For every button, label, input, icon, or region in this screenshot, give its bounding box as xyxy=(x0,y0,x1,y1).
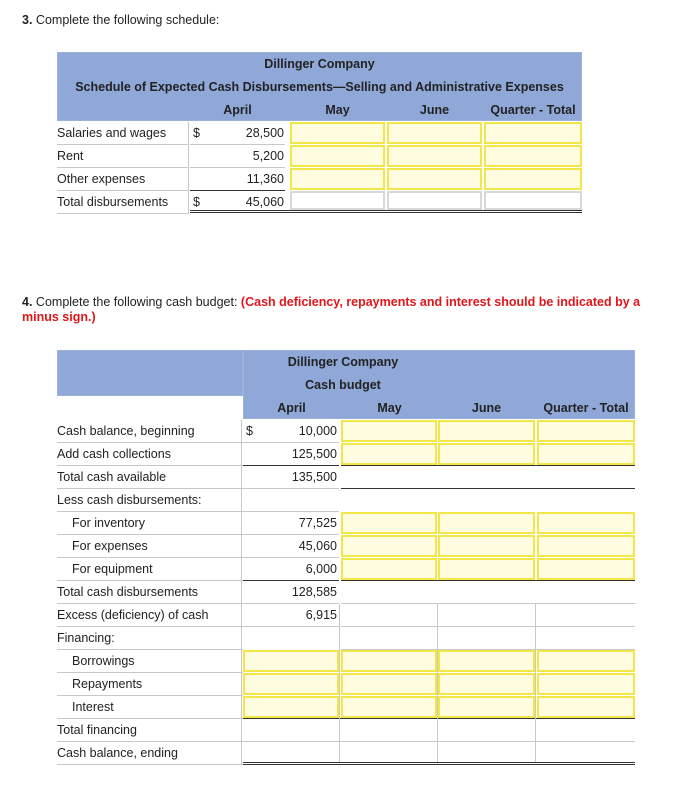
row-divider xyxy=(57,649,243,650)
row-label-total-financing: Total financing xyxy=(57,723,137,737)
row-divider xyxy=(57,442,243,443)
row-label-interest: Interest xyxy=(72,700,114,714)
budget-quarter-equipment-input[interactable] xyxy=(537,558,635,580)
col-header-april: April xyxy=(223,103,252,117)
column-divider xyxy=(437,604,438,762)
row-divider xyxy=(57,741,243,742)
budget-subtitle: Cash budget xyxy=(305,378,381,392)
schedule-april-salaries: 28,500 xyxy=(245,126,284,140)
col-header-quarter-total: Quarter - Total xyxy=(490,103,576,117)
budget-june-collections-input[interactable] xyxy=(438,443,535,465)
schedule-june-salaries-input[interactable] xyxy=(387,122,482,144)
double-underline xyxy=(190,210,582,213)
budget-quarter-expenses-input[interactable] xyxy=(537,535,635,557)
row-divider xyxy=(243,488,339,489)
budget-april-total-disbursements: 128,585 xyxy=(291,585,337,599)
schedule-april-total: 45,060 xyxy=(245,195,284,209)
row-divider xyxy=(57,488,243,489)
row-divider xyxy=(243,511,339,512)
budget-header-blank xyxy=(57,396,243,419)
row-label-salaries: Salaries and wages xyxy=(57,126,167,140)
budget-june-borrowings-input[interactable] xyxy=(438,650,535,672)
row-label-cash-collections: Add cash collections xyxy=(57,447,171,461)
budget-april-repayments-input[interactable] xyxy=(243,673,339,695)
col-header-may: May xyxy=(377,401,402,415)
row-divider xyxy=(57,672,243,673)
row-divider xyxy=(57,557,243,558)
budget-april-equipment: 6,000 xyxy=(305,562,337,576)
row-divider xyxy=(57,603,243,604)
budget-may-interest-input[interactable] xyxy=(341,696,437,718)
budget-june-repayments-input[interactable] xyxy=(438,673,535,695)
col-header-june: June xyxy=(471,401,502,415)
row-divider xyxy=(243,442,339,443)
col-header-april: April xyxy=(277,401,306,415)
budget-quarter-collections-input[interactable] xyxy=(537,443,635,465)
row-label-excess-deficiency: Excess (deficiency) of cash xyxy=(57,608,209,622)
budget-april-excess-deficiency: 6,915 xyxy=(305,608,337,622)
row-divider xyxy=(57,695,243,696)
budget-quarter-inventory-input[interactable] xyxy=(537,512,635,534)
schedule-april-other: 11,360 xyxy=(246,172,284,186)
question-note: (Cash deficiency, repayments and interest should be indicated by a minus sign.) xyxy=(22,295,641,324)
row-divider xyxy=(243,557,339,558)
total-rule xyxy=(243,580,339,581)
total-rule xyxy=(243,465,339,466)
currency-symbol: $ xyxy=(246,424,253,438)
budget-june-equipment-input[interactable] xyxy=(438,558,535,580)
row-label-for-expenses: For expenses xyxy=(72,539,148,553)
budget-company-title: Dillinger Company xyxy=(287,355,399,369)
currency-symbol: $ xyxy=(193,195,200,209)
budget-june-inventory-input[interactable] xyxy=(438,512,535,534)
budget-april-cash-collections: 125,500 xyxy=(291,447,337,461)
row-divider xyxy=(190,167,285,168)
budget-april-total-available: 135,500 xyxy=(291,470,337,484)
schedule-subtitle: Schedule of Expected Cash Disbursements—Selling and Administrative Expenses xyxy=(75,80,564,94)
row-label-total-disbursements: Total disbursements xyxy=(57,195,169,209)
row-divider xyxy=(57,764,243,765)
schedule-quarter-other-input[interactable] xyxy=(484,168,582,190)
schedule-june-rent-input[interactable] xyxy=(387,145,482,167)
schedule-quarter-rent-input[interactable] xyxy=(484,145,582,167)
row-divider xyxy=(57,167,188,168)
schedule-may-total-input[interactable] xyxy=(290,191,385,210)
row-divider xyxy=(57,511,243,512)
row-label-for-equipment: For equipment xyxy=(72,562,153,576)
budget-april-cash-beginning: 10,000 xyxy=(298,424,337,438)
row-label-less-disbursements: Less cash disbursements: xyxy=(57,493,202,507)
total-rule xyxy=(243,718,635,719)
row-label-total-cash-available: Total cash available xyxy=(57,470,167,484)
budget-april-interest-input[interactable] xyxy=(243,696,339,718)
column-divider xyxy=(535,604,536,762)
schedule-june-other-input[interactable] xyxy=(387,168,482,190)
row-divider xyxy=(341,649,635,650)
row-divider xyxy=(243,626,339,627)
row-divider xyxy=(341,603,635,604)
budget-may-expenses-input[interactable] xyxy=(341,535,437,557)
budget-june-cash-beginning-input[interactable] xyxy=(438,420,535,442)
row-divider xyxy=(243,741,635,742)
question-number: 3. xyxy=(22,13,33,27)
column-divider xyxy=(188,122,189,214)
budget-may-inventory-input[interactable] xyxy=(341,512,437,534)
row-divider xyxy=(190,144,285,145)
budget-april-borrowings-input[interactable] xyxy=(243,650,339,672)
row-divider xyxy=(243,603,339,604)
row-label-rent: Rent xyxy=(57,149,84,163)
schedule-quarter-total-input[interactable] xyxy=(484,191,582,210)
total-rule xyxy=(341,465,635,466)
schedule-june-total-input[interactable] xyxy=(387,191,482,210)
budget-april-inventory: 77,525 xyxy=(298,516,337,530)
row-label-cash-beginning: Cash balance, beginning xyxy=(57,424,195,438)
row-label-other-expenses: Other expenses xyxy=(57,172,146,186)
row-divider xyxy=(57,190,188,191)
schedule-may-salaries-input[interactable] xyxy=(290,122,385,144)
schedule-may-rent-input[interactable] xyxy=(290,145,385,167)
row-divider xyxy=(57,534,243,535)
schedule-may-other-input[interactable] xyxy=(290,168,385,190)
budget-may-cash-beginning-input[interactable] xyxy=(341,420,437,442)
row-label-repayments: Repayments xyxy=(72,677,143,691)
row-divider xyxy=(57,580,243,581)
row-divider xyxy=(341,626,635,627)
budget-header-left xyxy=(57,350,243,396)
column-divider xyxy=(339,604,340,762)
question-text: Complete the following cash budget: xyxy=(35,295,238,309)
schedule-quarter-salaries-input[interactable] xyxy=(484,122,582,144)
question-text: Complete the following schedule: xyxy=(35,13,220,27)
double-underline xyxy=(243,762,635,765)
budget-may-collections-input[interactable] xyxy=(341,443,437,465)
total-rule xyxy=(341,580,635,581)
row-label-borrowings: Borrowings xyxy=(72,654,135,668)
row-label-for-inventory: For inventory xyxy=(72,516,145,530)
budget-june-interest-input[interactable] xyxy=(438,696,535,718)
row-divider xyxy=(57,718,243,719)
column-divider xyxy=(241,420,242,765)
row-divider xyxy=(57,144,188,145)
col-header-may: May xyxy=(325,103,350,117)
budget-quarter-cash-beginning-input[interactable] xyxy=(537,420,635,442)
row-divider xyxy=(243,534,339,535)
row-label-financing: Financing: xyxy=(57,631,115,645)
total-rule xyxy=(190,190,285,191)
schedule-company-title: Dillinger Company xyxy=(264,57,375,71)
row-label-total-cash-disbursements: Total cash disbursements xyxy=(57,585,199,599)
budget-april-expenses: 45,060 xyxy=(298,539,337,553)
row-divider xyxy=(57,626,243,627)
col-header-june: June xyxy=(419,103,450,117)
row-divider xyxy=(57,213,188,214)
budget-may-equipment-input[interactable] xyxy=(341,558,437,580)
budget-may-borrowings-input[interactable] xyxy=(341,650,437,672)
budget-june-expenses-input[interactable] xyxy=(438,535,535,557)
row-label-cash-ending: Cash balance, ending xyxy=(57,746,178,760)
question-4-heading xyxy=(22,295,652,325)
total-rule xyxy=(341,488,635,489)
schedule-april-rent: 5,200 xyxy=(252,149,284,163)
budget-quarter-borrowings-input[interactable] xyxy=(537,650,635,672)
budget-quarter-interest-input[interactable] xyxy=(537,696,635,718)
question-number: 4. xyxy=(22,295,33,309)
budget-may-repayments-input[interactable] xyxy=(341,673,437,695)
currency-symbol: $ xyxy=(193,126,200,140)
budget-quarter-repayments-input[interactable] xyxy=(537,673,635,695)
col-header-quarter-total: Quarter - Total xyxy=(543,401,629,415)
question-3-heading xyxy=(22,13,219,28)
row-divider xyxy=(57,465,243,466)
